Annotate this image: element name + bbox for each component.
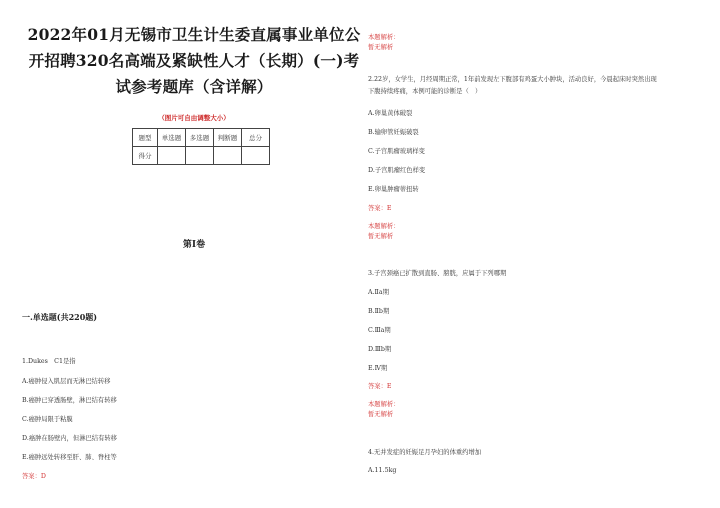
question-2-stem-line-2: 下腹持续疼痛，本例可能的诊断是（ ） [368, 88, 482, 95]
question-2-option-e: E.卵巢肿瘤蒂扭转 [368, 186, 419, 193]
right-column [366, 0, 706, 508]
question-4-stem: 4.无并发症的妊娠足月孕妇的体重约增加 [368, 449, 482, 456]
question-3-option-a: A.Ⅱa期 [368, 289, 389, 296]
question-1-answer: 答案：D [22, 473, 46, 480]
score-cell: 题型 [133, 129, 158, 147]
question-1-stem: 1.Dukes C1是指 [22, 358, 76, 365]
score-table-header-row [133, 129, 270, 147]
title-line-1: 2022年01月无锡市卫生计生委直属事业单位公 [27, 25, 361, 44]
score-cell: 总分 [242, 129, 270, 147]
question-1-option-b: B.癌肿已穿透肠壁，淋巴结有转移 [22, 397, 117, 404]
section-heading: 一.单选题(共220题) [22, 312, 98, 322]
question-2-option-b: B.输卵管妊娠破裂 [368, 129, 419, 136]
question-2-option-d: D.子宫肌瘤红色样变 [368, 167, 426, 174]
score-table-score-row [133, 147, 270, 165]
score-table [132, 128, 270, 165]
image-resize-note: （图片可自由调整大小） [158, 114, 230, 122]
question-1-option-d: D.癌肿在肠壁内，但淋巴结有转移 [22, 435, 117, 442]
question-2-analysis-label: 本题解析： [368, 223, 400, 230]
question-2-analysis-text: 暂无解析 [368, 233, 394, 240]
score-cell: 单选题 [158, 129, 186, 147]
title-line-2: 开招聘320名高端及紧缺性人才（长期）(一)考 [28, 51, 360, 70]
score-cell [242, 147, 270, 165]
question-1-option-c: C.癌肿局限于粘膜 [22, 416, 73, 423]
question-3-option-b: B.Ⅱb期 [368, 308, 390, 315]
question-2-option-a: A.卵巢黄体破裂 [368, 110, 413, 117]
score-cell [158, 147, 186, 165]
question-2-stem-line-1: 2.22岁，女学生，月经周期正常，1年前发现左下腹部有鸡蛋大小肿块，活动良好，今晨起床时突然出现 [368, 76, 657, 83]
score-cell: 判断题 [214, 129, 242, 147]
document-title [22, 22, 366, 100]
left-column [14, 0, 361, 508]
question-4-option-a: A.11.5kg [368, 467, 397, 474]
score-cell: 多选题 [186, 129, 214, 147]
volume-heading: 第I卷 [182, 240, 206, 250]
score-cell [186, 147, 214, 165]
score-cell: 得分 [133, 147, 158, 165]
question-3-answer: 答案：E [368, 383, 392, 390]
question-2-answer: 答案：E [368, 205, 392, 212]
question-2-option-c: C.子宫肌瘤玻璃样变 [368, 148, 425, 155]
question-3-option-d: D.Ⅲb期 [368, 346, 392, 353]
question-3-option-c: C.Ⅲa期 [368, 327, 391, 334]
question-2-stem [368, 74, 703, 98]
question-3-analysis-label: 本题解析： [368, 401, 400, 408]
score-cell [214, 147, 242, 165]
question-1-option-e: E.癌肿远处转移至肝、肺、脊柱等 [22, 454, 117, 461]
title-line-3: 试参考题库（含详解） [115, 77, 273, 96]
question-3-option-e: E.Ⅳ期 [368, 365, 388, 372]
question-3-stem: 3.子宫颈癌已扩散到直肠、膀胱，应属于下列哪期 [368, 270, 507, 277]
question-3-analysis-text: 暂无解析 [368, 411, 394, 418]
question-1-analysis-label: 本题解析： [368, 34, 400, 41]
question-1-option-a: A.癌肿侵入肌层而无淋巴结转移 [22, 378, 111, 385]
question-1-analysis-text: 暂无解析 [368, 44, 394, 51]
